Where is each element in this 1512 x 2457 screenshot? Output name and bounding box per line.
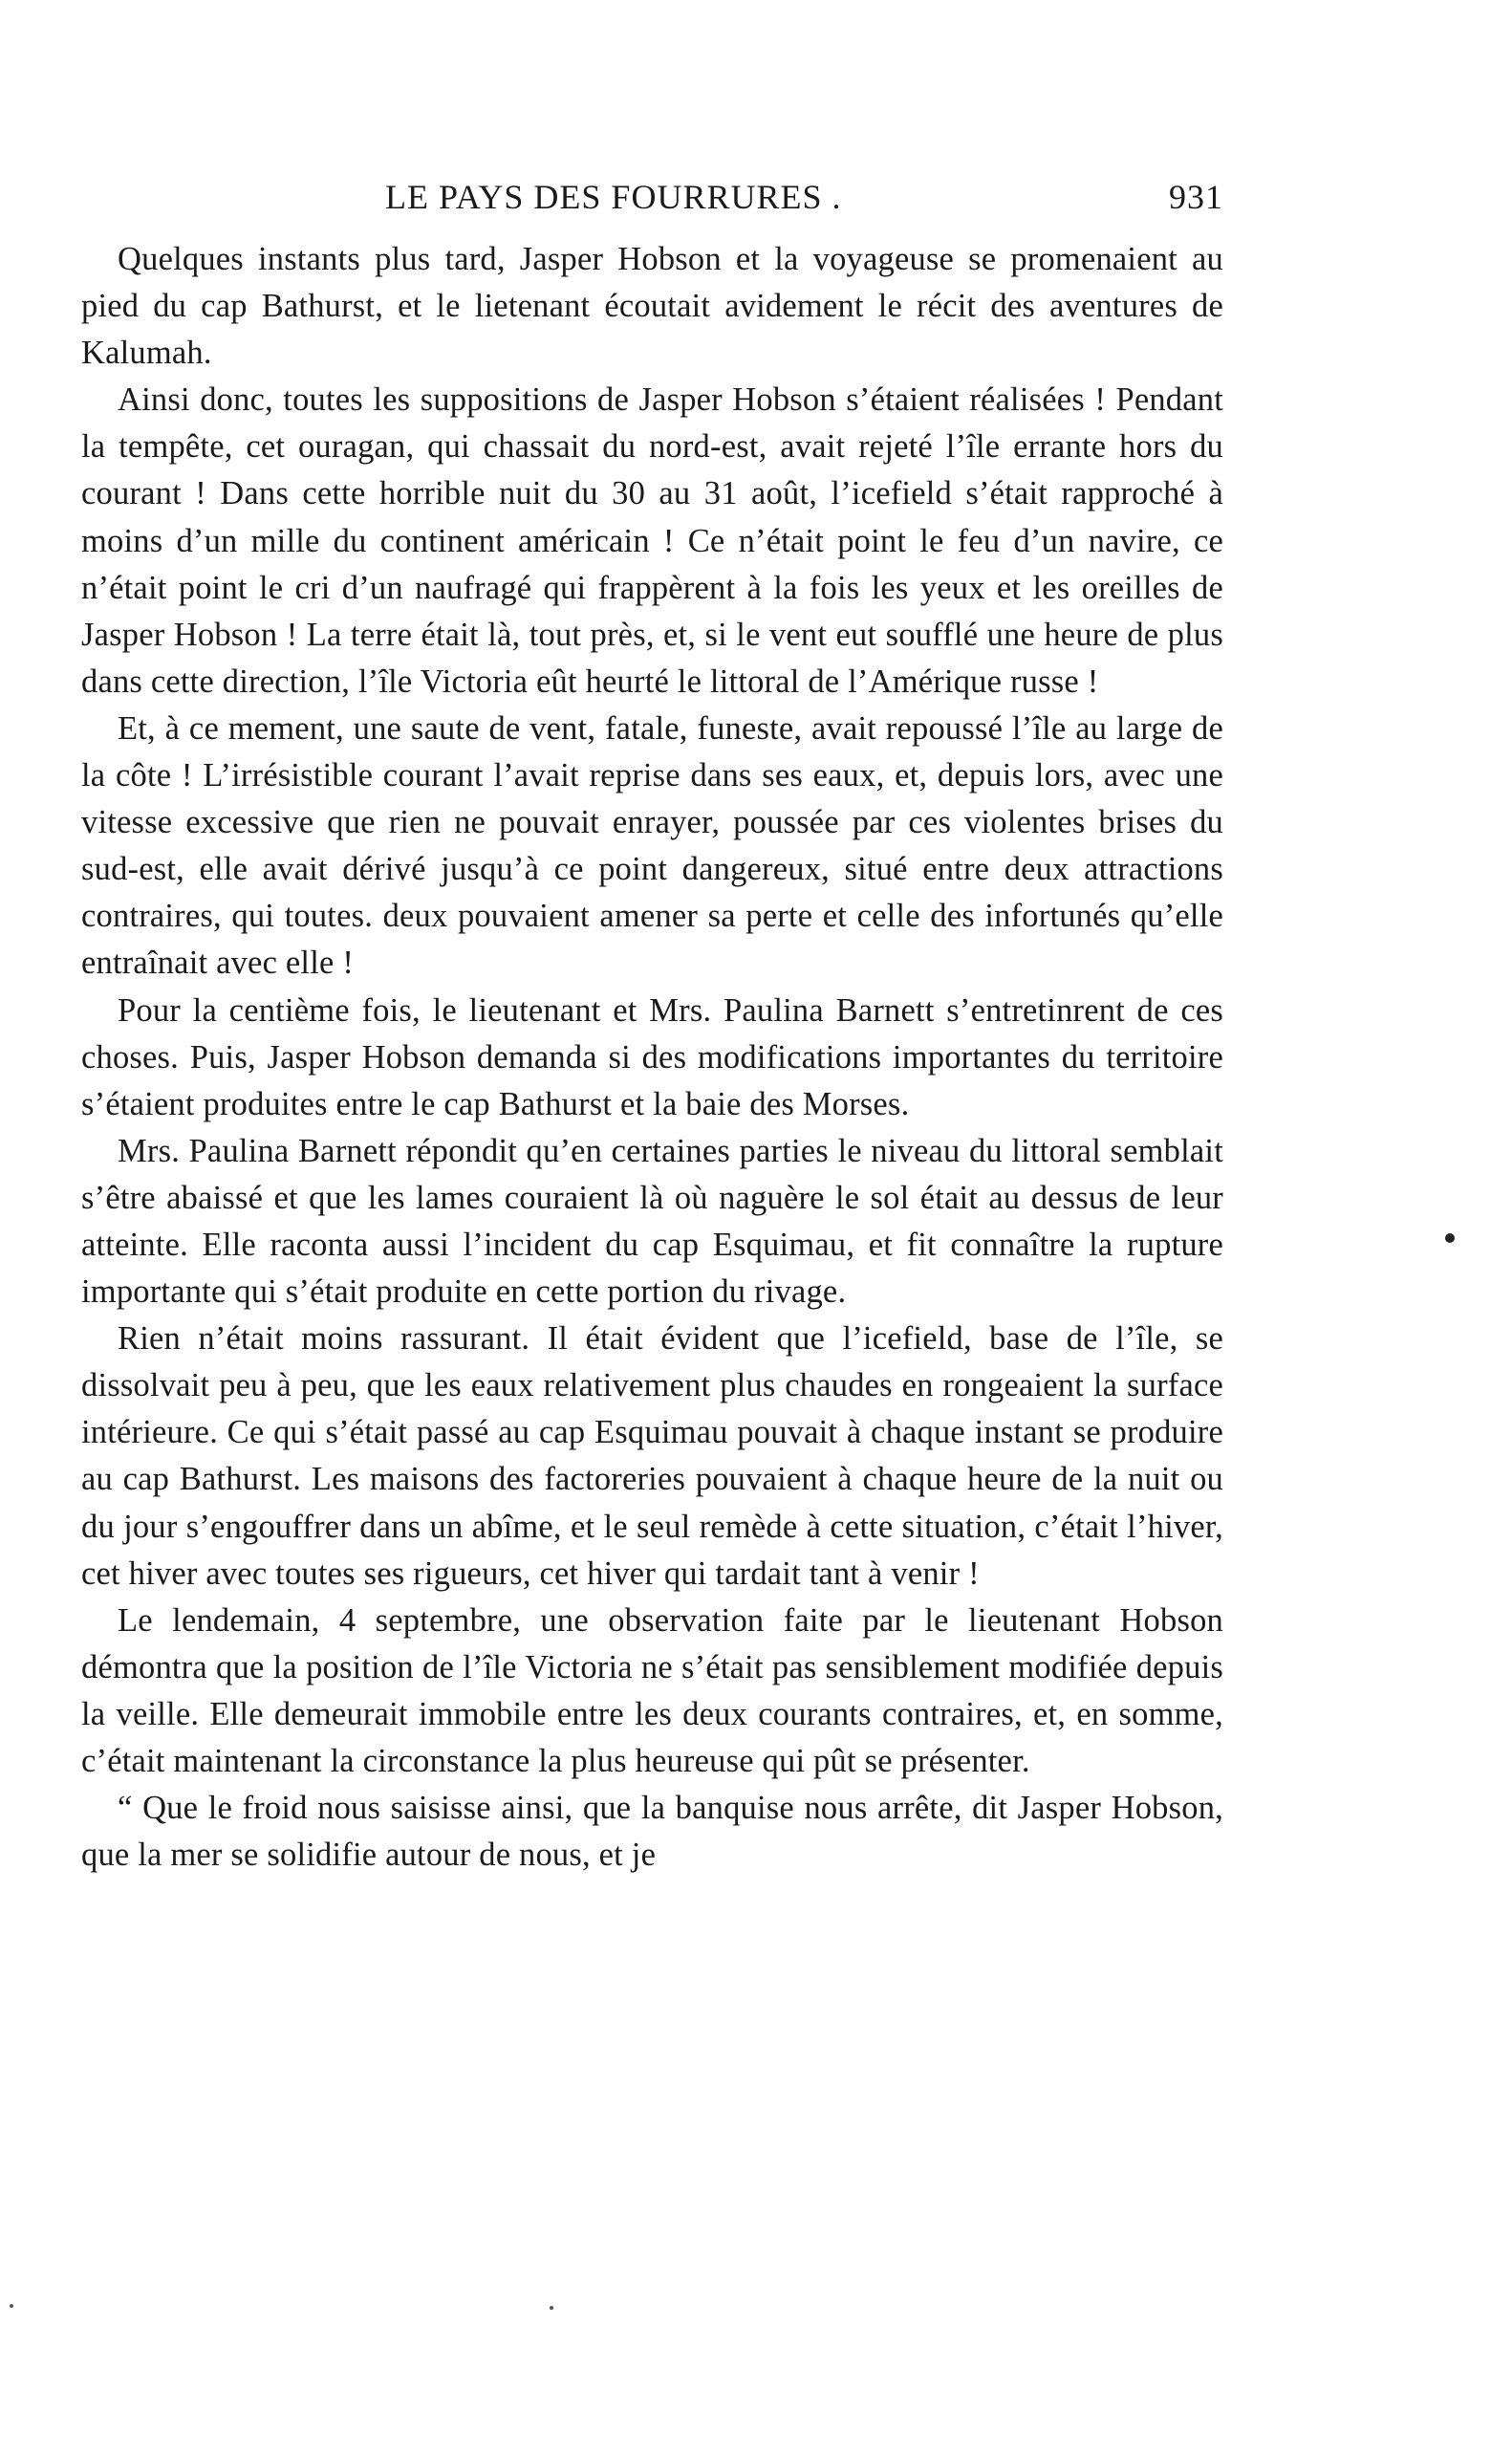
paragraph: “ Que le froid nous saisisse ainsi, que la banquise nous arrête, dit Jasper Hobson, que la mer se solidifie autour de nous, et je bbox=[81, 1790, 1223, 1874]
page-number: 931 bbox=[1169, 178, 1223, 216]
ink-speck bbox=[550, 2306, 553, 2310]
paragraph: Pour la centième fois, le lieutenant et Mrs. Paulina Barnett s’entretinrent de ces choses. Puis, Jasper Hobson demanda si des modifications importantes du territoire s’étaient produites entre le cap Bathurst et la baie des Morses. bbox=[81, 991, 1223, 1122]
paragraph: Mrs. Paulina Barnett répondit qu’en certaines parties le niveau du littoral semblait s’être abaissé et que les lames couraient là où naguère le sol était au dessus de leur atteinte. Elle raconta aussi l’incident du cap Esquimau, et fit connaître la rupture importante qui s’était produite en cette portion du rivage. bbox=[81, 1132, 1223, 1311]
margin-ink-mark bbox=[1445, 1233, 1455, 1243]
body-text bbox=[81, 236, 1223, 1879]
paragraph: Et, à ce mement, une saute de vent, fatale, funeste, avait repoussé l’île au large de la côte ! L’irrésistible courant l’avait reprise dans ses eaux, et, depuis lors, avec une vitesse excessive que rien ne pouvait enrayer, poussée par ces violentes brises du sud-est, elle avait dérivé jusqu’à ce point dangereux, situé entre deux attractions contraires, qui toutes. deux pouvaient amener sa perte et celle des infortunés qu’elle entraînait avec elle ! bbox=[81, 709, 1223, 982]
page-header bbox=[81, 177, 1223, 236]
paragraph: Quelques instants plus tard, Jasper Hobson et la voyageuse se promenaient au pied du cap Bathurst, et le lietenant écoutait avidement le récit des aventures de Kalumah. bbox=[81, 241, 1223, 372]
paragraph: Rien n’était moins rassurant. Il était évident que l’icefield, base de l’île, se dissolvait peu à peu, que les eaux relativement plus chaudes en rongeaient la surface intérieure. Ce qui s’était passé au cap Esquimau pouvait à chaque instant se produire au cap Bathurst. Les maisons des factoreries pouvaient à chaque heure de la nuit ou du jour s’engouffrer dans un abîme, et le seul remède à cette situation, c’était l’hiver, cet hiver avec toutes ses rigueurs, cet hiver qui tardait tant à venir ! bbox=[81, 1320, 1223, 1592]
paragraph: Ainsi donc, toutes les suppositions de Jasper Hobson s’étaient réalisées ! Pendant la tempête, cet ouragan, qui chassait du nord-est, avait rejeté l’île errante hors du courant ! Dans cette horrible nuit du 30 au 31 août, l’icefield s’était rapproché à moins d’un mille du continent américain ! Ce n’était point le feu d’un navire, ce n’était point le cri d’un naufragé qui frappèrent à la fois les yeux et les oreilles de Jasper Hobson ! La terre était là, tout près, et, si le vent eut soufflé une heure de plus dans cette direction, l’île Victoria eût heurté le littoral de l’Amérique russe ! bbox=[81, 381, 1223, 700]
paragraph: Le lendemain, 4 septembre, une observation faite par le lieutenant Hobson démontra que la position de l’île Victoria ne s’était pas sensiblement modifiée depuis la veille. Elle demeurait immobile entre les deux courants contraires, et, en somme, c’était maintenant la circonstance la plus heureuse qui pût se présenter. bbox=[81, 1601, 1223, 1779]
book-page bbox=[81, 177, 1223, 1879]
running-title: LE PAYS DES FOURRURES . bbox=[385, 178, 842, 216]
ink-speck bbox=[10, 2304, 13, 2308]
